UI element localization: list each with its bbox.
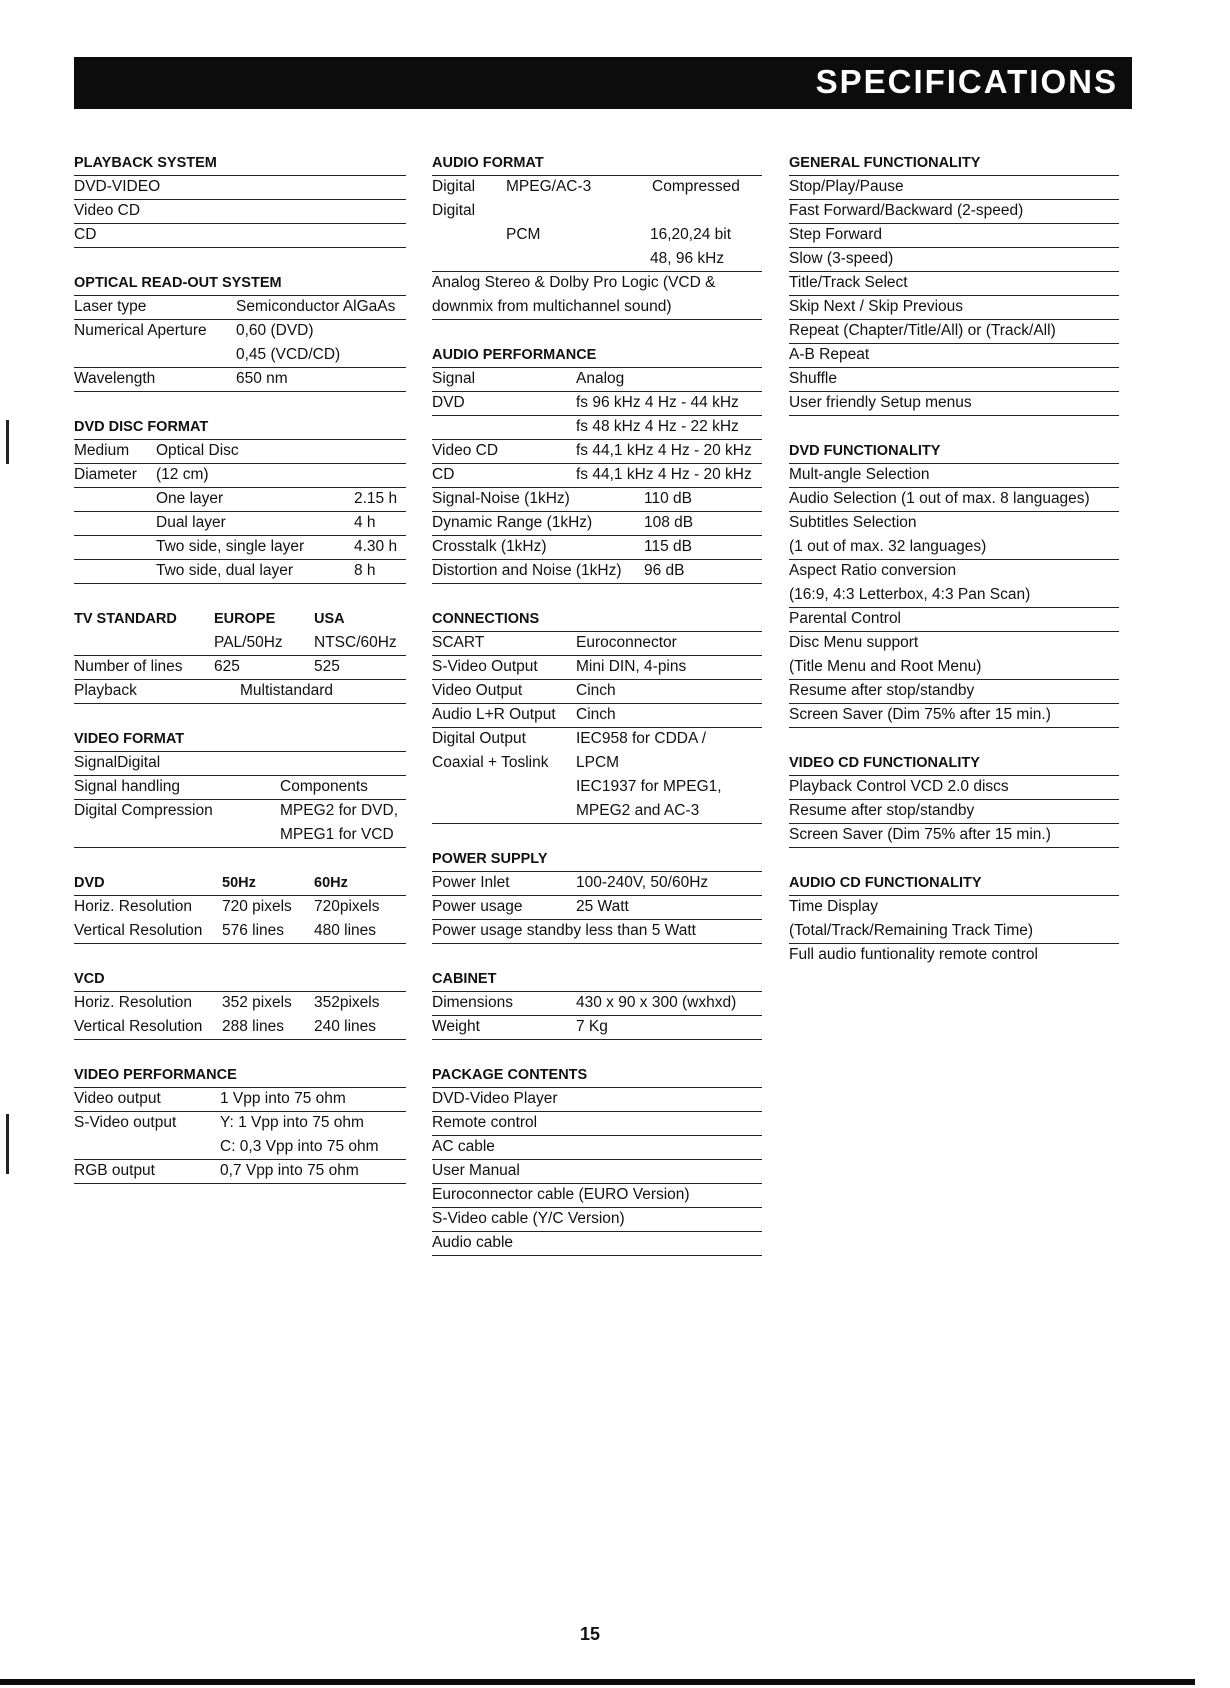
spec-value: Cinch	[576, 706, 616, 723]
spec-value: 430 x 90 x 300 (wxhxd)	[576, 994, 737, 1011]
section-title: DVD	[74, 875, 105, 891]
list-item: Full audio funtionality remote control	[789, 946, 1038, 963]
spec-value: IEC958 for CDDA /	[576, 730, 707, 747]
list-item: CD	[74, 224, 406, 248]
margin-mark	[6, 1114, 9, 1174]
list-item: (1 out of max. 32 languages)	[789, 536, 1119, 560]
spec-row	[74, 368, 406, 392]
list-item: Title/Track Select	[789, 272, 1119, 296]
page-header	[74, 57, 1132, 109]
spec-label: Two side, dual layer	[156, 562, 293, 579]
spec-value: 0,60 (DVD)	[236, 322, 314, 339]
list-item: Video CD	[74, 200, 406, 224]
spec-label: Vertical Resolution	[74, 922, 203, 939]
spec-row	[74, 344, 406, 368]
spec-row	[74, 512, 406, 536]
spec-row	[432, 992, 762, 1016]
section-title: VIDEO CD FUNCTIONALITY	[789, 752, 1119, 776]
section-title: TV STANDARD	[74, 611, 177, 627]
section-title: AUDIO FORMAT	[432, 152, 762, 176]
list-item: Audio cable	[432, 1232, 762, 1256]
list-item: Repeat (Chapter/Title/All) or (Track/All)	[789, 320, 1119, 344]
column-header: 60Hz	[314, 875, 348, 891]
list-item: (16:9, 4:3 Letterbox, 4:3 Pan Scan)	[789, 584, 1119, 608]
section-title: OPTICAL READ-OUT SYSTEM	[74, 272, 406, 296]
spec-label: S-Video Output	[432, 658, 538, 675]
spec-row	[74, 488, 406, 512]
section-title-row	[74, 608, 406, 632]
spec-value: Semiconductor AlGaAs	[236, 298, 396, 315]
spec-value: Components	[280, 778, 368, 795]
spec-label: Number of lines	[74, 658, 183, 675]
list-item: Audio Selection (1 out of max. 8 languages)	[789, 488, 1119, 512]
spec-value: Mini DIN, 4-pins	[576, 658, 687, 675]
spec-row	[432, 896, 762, 920]
spec-row	[432, 704, 762, 728]
spec-row	[74, 920, 406, 944]
spec-row	[432, 872, 762, 896]
list-item: DVD-Video Player	[432, 1088, 762, 1112]
list-item: User friendly Setup menus	[789, 392, 1119, 416]
section-title: CONNECTIONS	[432, 608, 762, 632]
spec-value: 352pixels	[314, 994, 380, 1011]
spec-label: Laser type	[74, 298, 147, 315]
spec-row	[432, 512, 762, 536]
spec-label: Signal-Noise (1kHz)	[432, 490, 570, 507]
spec-label: RGB output	[74, 1162, 155, 1179]
page-title: SPECIFICATIONS	[815, 63, 1118, 100]
spec-value: MPEG2 for DVD,	[280, 802, 398, 819]
list-item: Disc Menu support	[789, 634, 919, 651]
spec-row	[74, 560, 406, 584]
spec-row	[74, 896, 406, 920]
spec-label: Digital Compression	[74, 802, 213, 819]
spec-value: 625	[214, 658, 240, 675]
spec-row	[432, 440, 762, 464]
spec-label: Power Inlet	[432, 874, 510, 891]
spec-value: 288 lines	[222, 1018, 285, 1035]
spec-label: Vertical Resolution	[74, 1018, 203, 1035]
spec-label: Wavelength	[74, 370, 156, 387]
list-item: Mult-angle Selection	[789, 464, 1119, 488]
spec-value: Cinch	[576, 682, 616, 699]
section-title-row	[74, 872, 406, 896]
spec-row	[74, 320, 406, 344]
spec-row	[74, 536, 406, 560]
list-item: Step Forward	[789, 224, 1119, 248]
spec-value: 108 dB	[644, 514, 694, 531]
list-item: Subtitles Selection	[789, 514, 917, 531]
spec-label: Crosstalk (1kHz)	[432, 538, 547, 555]
spec-value: fs 48 kHz 4 Hz - 22 kHz	[576, 418, 739, 435]
list-item: AC cable	[432, 1136, 762, 1160]
spec-label: Dual layer	[156, 514, 226, 531]
column-middle	[432, 152, 762, 1256]
spec-row	[432, 752, 762, 776]
spec-row	[432, 176, 762, 200]
spec-value: 0,7 Vpp into 75 ohm	[220, 1162, 359, 1179]
spec-row	[74, 656, 406, 680]
list-item: Parental Control	[789, 608, 1119, 632]
spec-value: MPEG1 for VCD	[280, 826, 394, 843]
spec-label: Dimensions	[432, 994, 513, 1011]
spec-label: Digital Output	[432, 730, 526, 747]
spec-label: Dynamic Range (1kHz)	[432, 514, 593, 531]
spec-label: Audio L+R Output	[432, 706, 556, 723]
list-item: Euroconnector cable (EURO Version)	[432, 1184, 762, 1208]
spec-row	[74, 1112, 406, 1136]
spec-row	[432, 728, 762, 752]
section-title: AUDIO CD FUNCTIONALITY	[789, 872, 1119, 896]
spec-value: 720pixels	[314, 898, 380, 915]
list-item: Stop/Play/Pause	[789, 176, 1119, 200]
spec-row	[432, 632, 762, 656]
section-title: PLAYBACK SYSTEM	[74, 152, 406, 176]
list-item: Remote control	[432, 1112, 762, 1136]
spec-row	[74, 464, 406, 488]
spec-value: 525	[314, 658, 340, 675]
spec-row: SignalDigital	[74, 752, 406, 776]
list-item: Playback Control VCD 2.0 discs	[789, 776, 1119, 800]
spec-label: SCART	[432, 634, 485, 651]
spec-value: 240 lines	[314, 1018, 377, 1035]
spec-row	[432, 224, 762, 248]
spec-label: Signal handling	[74, 778, 181, 795]
spec-row	[74, 824, 406, 848]
page-number: 15	[580, 1624, 601, 1644]
spec-value: 48, 96 kHz	[650, 250, 725, 267]
spec-row	[432, 656, 762, 680]
list-item: Screen Saver (Dim 75% after 15 min.)	[789, 824, 1119, 848]
spec-value: 650 nm	[236, 370, 288, 387]
column-header: 50Hz	[222, 875, 256, 891]
spec-label: S-Video output	[74, 1114, 177, 1131]
spec-label: Playback	[74, 682, 137, 699]
spec-value: PAL/50Hz	[214, 634, 283, 651]
spec-row	[432, 560, 762, 584]
list-item: Skip Next / Skip Previous	[789, 296, 1119, 320]
section-title: PACKAGE CONTENTS	[432, 1064, 762, 1088]
spec-value: Analog	[576, 370, 625, 387]
section-title: DVD FUNCTIONALITY	[789, 440, 1119, 464]
list-item: Time Display	[789, 898, 878, 915]
section-title: POWER SUPPLY	[432, 848, 762, 872]
spec-row	[74, 1016, 406, 1040]
spec-label: Weight	[432, 1018, 480, 1035]
spec-label: One layer	[156, 490, 224, 507]
spec-value: 100-240V, 50/60Hz	[576, 874, 709, 891]
spec-value: Y: 1 Vpp into 75 ohm	[220, 1114, 364, 1131]
spec-value: 110 dB	[644, 490, 692, 507]
spec-row	[432, 416, 762, 440]
section-title: VCD	[74, 968, 406, 992]
section-title: GENERAL FUNCTIONALITY	[789, 152, 1119, 176]
spec-label: Horiz. Resolution	[74, 898, 193, 915]
section-title: VIDEO FORMAT	[74, 728, 406, 752]
spec-label: Distortion and Noise (1kHz)	[432, 562, 622, 579]
list-item: DVD-VIDEO	[74, 176, 406, 200]
column-header: USA	[314, 611, 345, 627]
spec-label: Coaxial + Toslink	[432, 754, 549, 771]
spec-label: Video output	[74, 1090, 161, 1107]
spec-value: 16,20,24 bit	[650, 226, 732, 243]
spec-label: Power usage	[432, 898, 523, 915]
spec-row	[74, 1136, 406, 1160]
spec-value: 480 lines	[314, 922, 377, 939]
list-item: Slow (3-speed)	[789, 248, 1119, 272]
list-item: (Title Menu and Root Menu)	[789, 656, 1119, 680]
spec-row	[432, 368, 762, 392]
margin-mark	[6, 420, 9, 464]
spec-row	[74, 776, 406, 800]
spec-value: fs 44,1 kHz 4 Hz - 20 kHz	[576, 442, 752, 459]
spec-value: (12 cm)	[156, 466, 209, 483]
spec-value: 4.30 h	[354, 538, 398, 555]
spec-value: 720 pixels	[222, 898, 292, 915]
spec-value: C: 0,3 Vpp into 75 ohm	[220, 1138, 379, 1155]
spec-value: Compressed	[652, 178, 740, 195]
spec-label: Signal	[432, 370, 476, 387]
spec-row: Power usage standby less than 5 Watt	[432, 920, 762, 944]
spec-value: 8 h	[354, 562, 376, 579]
list-item: (Total/Track/Remaining Track Time)	[789, 920, 1119, 944]
spec-value: fs 96 kHz 4 Hz - 44 kHz	[576, 394, 739, 411]
spec-row	[74, 1088, 406, 1112]
spec-value: fs 44,1 kHz 4 Hz - 20 kHz	[576, 466, 752, 483]
column-right	[789, 152, 1119, 968]
spec-value: 96 dB	[644, 562, 685, 579]
spec-row	[432, 776, 762, 800]
spec-row	[74, 296, 406, 320]
list-item: Screen Saver (Dim 75% after 15 min.)	[789, 704, 1119, 728]
spec-value: 7 Kg	[576, 1018, 608, 1035]
spec-value: MPEG2 and AC-3	[576, 802, 700, 819]
list-item: Fast Forward/Backward (2-speed)	[789, 200, 1119, 224]
spec-label: Two side, single layer	[156, 538, 305, 555]
spec-value: Multistandard	[240, 682, 334, 699]
spec-value: 115 dB	[644, 538, 692, 555]
spec-label: Video Output	[432, 682, 523, 699]
list-item: Aspect Ratio conversion	[789, 562, 957, 579]
spec-label: CD	[432, 466, 455, 483]
list-item: Shuffle	[789, 368, 1119, 392]
list-item: User Manual	[432, 1160, 762, 1184]
list-item: A-B Repeat	[789, 344, 1119, 368]
spec-value: NTSC/60Hz	[314, 634, 397, 651]
section-title: DVD DISC FORMAT	[74, 416, 406, 440]
spec-value: IEC1937 for MPEG1,	[576, 778, 722, 795]
spec-value: MPEG/AC-3	[506, 178, 592, 195]
list-item: S-Video cable (Y/C Version)	[432, 1208, 762, 1232]
spec-row	[74, 992, 406, 1016]
spec-row	[432, 1016, 762, 1040]
section-title: VIDEO PERFORMANCE	[74, 1064, 406, 1088]
spec-value: 0,45 (VCD/CD)	[236, 346, 341, 363]
spec-label: Diameter	[74, 466, 137, 483]
spec-value: 2.15 h	[354, 490, 398, 507]
spec-row	[74, 1160, 406, 1184]
column-left	[74, 152, 406, 1184]
spec-label: Video CD	[432, 442, 499, 459]
section-title: AUDIO PERFORMANCE	[432, 344, 762, 368]
spec-row	[432, 248, 762, 272]
column-header: EUROPE	[214, 611, 276, 627]
spec-row	[74, 800, 406, 824]
spec-row	[432, 680, 762, 704]
spec-row: downmix from multichannel sound)	[432, 296, 762, 320]
spec-value: Euroconnector	[576, 634, 677, 651]
spec-row	[432, 800, 762, 824]
spec-value: PCM	[506, 226, 541, 243]
spec-row	[74, 440, 406, 464]
spec-label: Medium	[74, 442, 130, 459]
spec-row	[74, 632, 406, 656]
spec-value: LPCM	[576, 754, 620, 771]
spec-label: DVD	[432, 394, 465, 411]
spec-row	[432, 392, 762, 416]
spec-row: Digital	[432, 202, 476, 219]
section-title: CABINET	[432, 968, 762, 992]
spec-row	[432, 488, 762, 512]
spec-value: 4 h	[354, 514, 376, 531]
spec-row: Analog Stereo & Dolby Pro Logic (VCD &	[432, 274, 716, 291]
spec-label: Horiz. Resolution	[74, 994, 193, 1011]
spec-label: Numerical Aperture	[74, 322, 207, 339]
spec-value: 25 Watt	[576, 898, 629, 915]
spec-value: Optical Disc	[156, 442, 239, 459]
spec-value: 352 pixels	[222, 994, 292, 1011]
footer-rule	[0, 1679, 1195, 1685]
spec-value: 1 Vpp into 75 ohm	[220, 1090, 346, 1107]
spec-label: Digital	[432, 178, 476, 195]
spec-row	[74, 680, 406, 704]
list-item: Resume after stop/standby	[789, 800, 1119, 824]
spec-row	[432, 536, 762, 560]
spec-value: 576 lines	[222, 922, 285, 939]
spec-row	[432, 464, 762, 488]
list-item: Resume after stop/standby	[789, 680, 1119, 704]
